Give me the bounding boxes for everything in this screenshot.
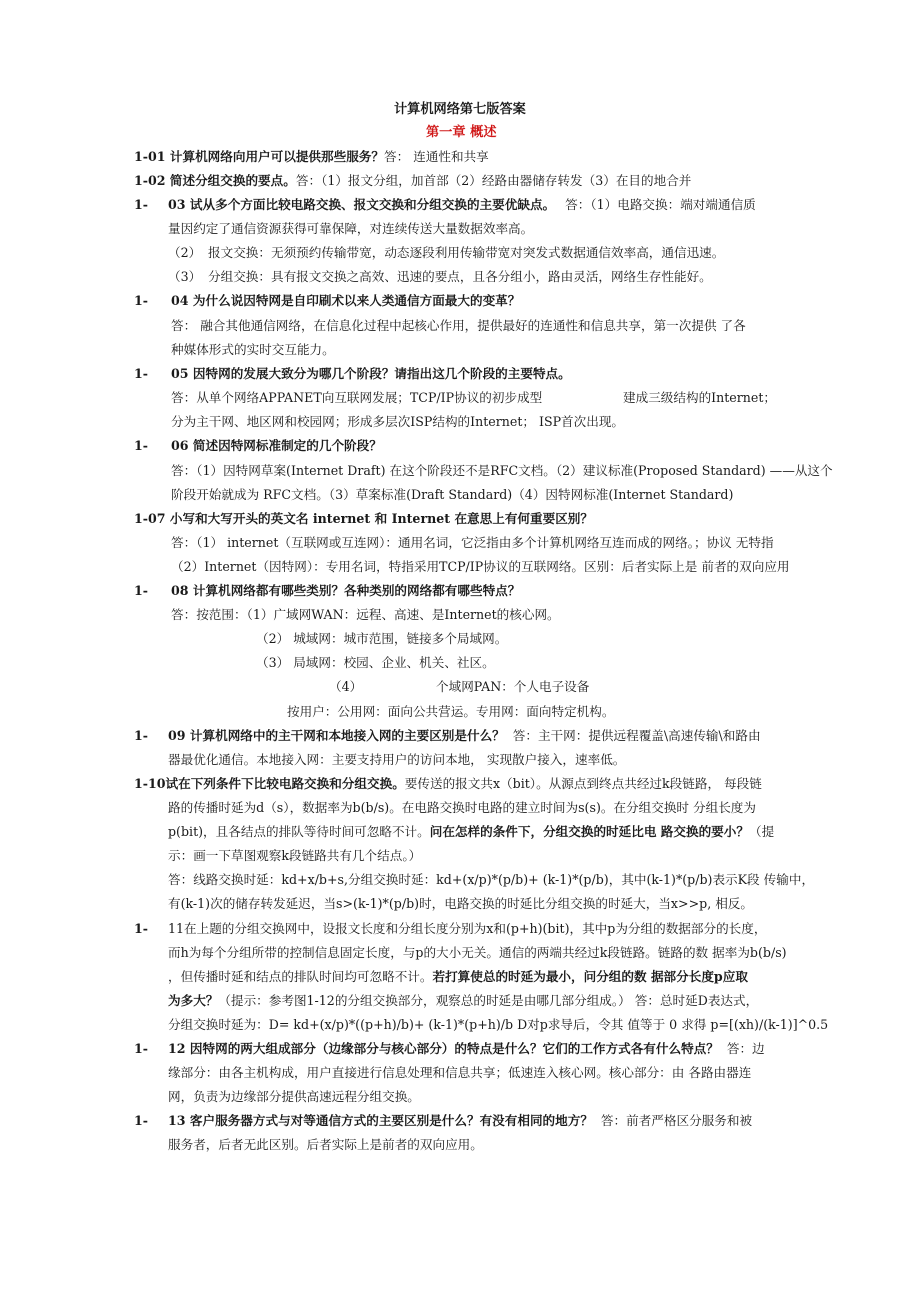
q11-text-line4b: （提示：参考图1-12的分组交换部分，观察总的时延是由哪几部分组成。） 答：总时延D表达式，: [218, 993, 759, 1008]
q03-point3: 分组交换：具有报文交换之高效、迅速的要点，且各分组小，路由灵活，网络生存性能好。: [208, 269, 712, 284]
q11-line3: [168, 968, 748, 986]
q11-text-line2: 而h为每个分组所带的控制信息固定长度，与p的大小无关。通信的两端共经过k段链路。链路的数 据率为b(b/s): [168, 945, 787, 960]
q10-text-line2: 路的传播时延为d（s），数据率为b(b/s)。在电路交换时电路的建立时间为s(s)。在分组交换时 分组长度为: [168, 800, 756, 815]
q02: [134, 172, 691, 190]
q13-question: 13 客户服务器方式与对等通信方式的主要区别是什么？有没有相同的地方？: [168, 1113, 593, 1128]
q04-answer-line1: 答： 融合其他通信网络，在信息化过程中起核心作用，提供最好的连通性和信息共享，第一次提供 了各: [171, 318, 746, 333]
q08-answer-line1: 答：按范围：（1）广域网WAN：远程、高速、是Internet的核心网。: [171, 607, 560, 622]
q01-question: 1-01 计算机网络向用户可以提供那些服务？: [134, 149, 384, 164]
q12-number: 1-: [134, 1041, 148, 1056]
q06-number: 1-: [134, 438, 148, 453]
q04-answer-line2: 种媒体形式的实时交互能力。: [171, 342, 335, 357]
q11-text-line4a: 为多大？: [168, 993, 219, 1008]
q09: [168, 727, 761, 745]
q10-text-line3a: p(bit)，且各结点的排队等待时间可忽略不计。: [168, 824, 430, 839]
q06-question: 06 简述因特网标准制定的几个阶段？: [171, 438, 382, 453]
q01: [134, 148, 489, 166]
q03-question: 03 试从多个方面比较电路交换、报文交换和分组交换的主要优缺点。: [168, 197, 556, 212]
q03-answer-line1: 答：（1）电路交换：端对端通信质: [565, 197, 756, 212]
q07-answer-line2: （2）Internet（因特网）：专用名词，特指采用TCP/IP协议的互联网络。区别：后者实际上是 前者的双向应用: [171, 559, 790, 574]
q06-answer-line1: 答：（1）因特网草案(Internet Draft) 在这个阶段还不是RFC文档。（2）建议标准(Proposed Standard) ——从这个: [171, 463, 833, 478]
q08-number: 1-: [134, 583, 148, 598]
q03-point3-number: （3）: [168, 269, 202, 284]
q05-question: 05 因特网的发展大致分为哪几个阶段？请指出这几个阶段的主要特点。: [171, 366, 571, 381]
q08-question: 08 计算机网络都有哪些类别？各种类别的网络都有哪些特点？: [171, 583, 521, 598]
q13: [168, 1112, 752, 1130]
q11-line4: [168, 992, 758, 1010]
q05-answer-line1a: 答：从单个网络APPANET向互联网发展；TCP/IP协议的初步成型: [171, 390, 543, 405]
q09-number: 1-: [134, 728, 148, 743]
q03-answer-line2: 量因约定了通信资源获得可靠保障，对连续传送大量数据效率高。: [168, 221, 534, 236]
q12-answer-line1: 答：边: [726, 1041, 765, 1056]
q02-answer: 答：（1）报文分组，加首部（2）经路由器储存转发（3）在目的地合并: [295, 173, 692, 188]
q10-text-line3b: 问在怎样的条件下，分组交换的时延比电 路交换的要小？: [429, 824, 749, 839]
q10-answer-line2: 有(k-1)次的储存转发延迟，当s>(k-1)*(p/b)时，电路交换的时延比分组交换的时延大，当x>>p, 相反。: [168, 896, 753, 911]
q13-number: 1-: [134, 1113, 148, 1128]
q06-answer-line2: 阶段开始就成为 RFC文档。（3）草案标准(Draft Standard)（4）因特网标准(Internet Standard): [171, 487, 734, 502]
q09-question: 09 计算机网络中的主干网和本地接入网的主要区别是什么？: [168, 728, 505, 743]
chapter-heading: 第一章 概述: [426, 125, 497, 140]
q03: [168, 196, 756, 214]
q10-question: 1-10试在下列条件下比较电路交换和分组交换。: [134, 776, 405, 791]
q11-text-line1: 11在上题的分组交换网中，设报文长度和分组长度分别为x和(p+h)(bit)，其中p为分组的数据部分的长度，: [168, 921, 767, 936]
q04-question: 04 为什么说因特网是自印刷术以来人类通信方面最大的变革？: [171, 293, 521, 308]
q07-answer-line1: 答：（1） internet（互联网或互连网）：通用名词，它泛指由多个计算机网络互连而成的网络。；协议 无特指: [171, 535, 774, 550]
q08-answer-line3: （3） 局域网：校园、企业、机关、社区。: [256, 655, 495, 670]
q12-answer-line3: 网，负责为边缘部分提供高速远程分组交换。: [168, 1089, 420, 1104]
q08-answer-line4: 个域网PAN：个人电子设备: [436, 679, 590, 694]
q05-answer-line1b: 建成三级结构的Internet；: [623, 390, 776, 405]
q10-text-line1: 要传送的报文共x（bit）。从源点到终点共经过k段链路， 每段链: [404, 776, 762, 791]
q09-answer-line2: 器最优化通信。本地接入网：主要支持用户的访问本地， 实现散户接入，速率低。: [168, 752, 626, 767]
q13-answer-line2: 服务者，后者无此区别。后者实际上是前者的双向应用。: [168, 1137, 483, 1152]
q12-question: 12 因特网的两大组成部分（边缘部分与核心部分）的特点是什么？它们的工作方式各有什么特点？: [168, 1041, 719, 1056]
q12-answer-line2: 缘部分：由各主机构成，用户直接进行信息处理和信息共享；低速连入核心网。核心部分：由 各路由器连: [168, 1065, 752, 1080]
q08-answer-line2: （2） 城域网：城市范围，链接多个局域网。: [256, 631, 508, 646]
document-title: 计算机网络第七版答案: [394, 102, 526, 117]
q10-text-line4: 示：画一下草图观察k段链路共有几个结点。）: [168, 848, 422, 863]
q11-text-line3a: ，但传播时延和结点的排队时间均可忽略不计。: [168, 969, 433, 984]
q13-answer-line1: 答：前者严格区分服务和被: [600, 1113, 753, 1128]
q03-point2-number: （2）: [168, 245, 202, 260]
q08-answer-line5: 按用户：公用网：面向公共营运。专用网：面向特定机构。: [287, 704, 615, 719]
q11-answer-line: 分组交换时延为：D= kd+(x/p)*((p+h)/b)+ (k-1)*(p+h)/b D对p求导后，令其 值等于 0 求得 p=[(xh)/(k-1)]^0.5: [168, 1017, 829, 1032]
q11-text-line3b: 若打算使总的时延为最小，问分组的数 据部分长度p应取: [432, 969, 748, 984]
q01-answer: 答： 连通性和共享: [384, 149, 489, 164]
q10-line1: [134, 775, 762, 793]
q02-question: 1-02 简述分组交换的要点。: [134, 173, 296, 188]
q12: [168, 1040, 765, 1058]
q10-answer-line1: 答：线路交换时延：kd+x/b+s,分组交换时延：kd+(x/p)*(p/b)+ (k-1)*(p/b)，其中(k-1)*(p/b)表示K段 传输中，: [168, 872, 815, 887]
q09-answer-line1: 答：主干网：提供远程覆盖\高速传输\和路由: [512, 728, 761, 743]
q11-number: 1-: [134, 921, 148, 936]
q05-answer-line2: 分为主干网、地区网和校园网；形成多层次ISP结构的Internet； ISP首次出现。: [171, 414, 625, 429]
q10-text-line3c: （提: [748, 824, 775, 839]
q05-number: 1-: [134, 366, 148, 381]
q04-number: 1-: [134, 293, 148, 308]
q08-answer-line4-number: （4）: [329, 679, 363, 694]
q10-line3: [168, 823, 774, 841]
q07-question: 1-07 小写和大写开头的英文名 internet 和 Internet 在意思上有何重要区别？: [134, 511, 593, 526]
q03-point2: 报文交换：无须预约传输带宽，动态逐段利用传输带宽对突发式数据通信效率高，通信迅速。: [208, 245, 725, 260]
q03-number: 1-: [134, 197, 148, 212]
